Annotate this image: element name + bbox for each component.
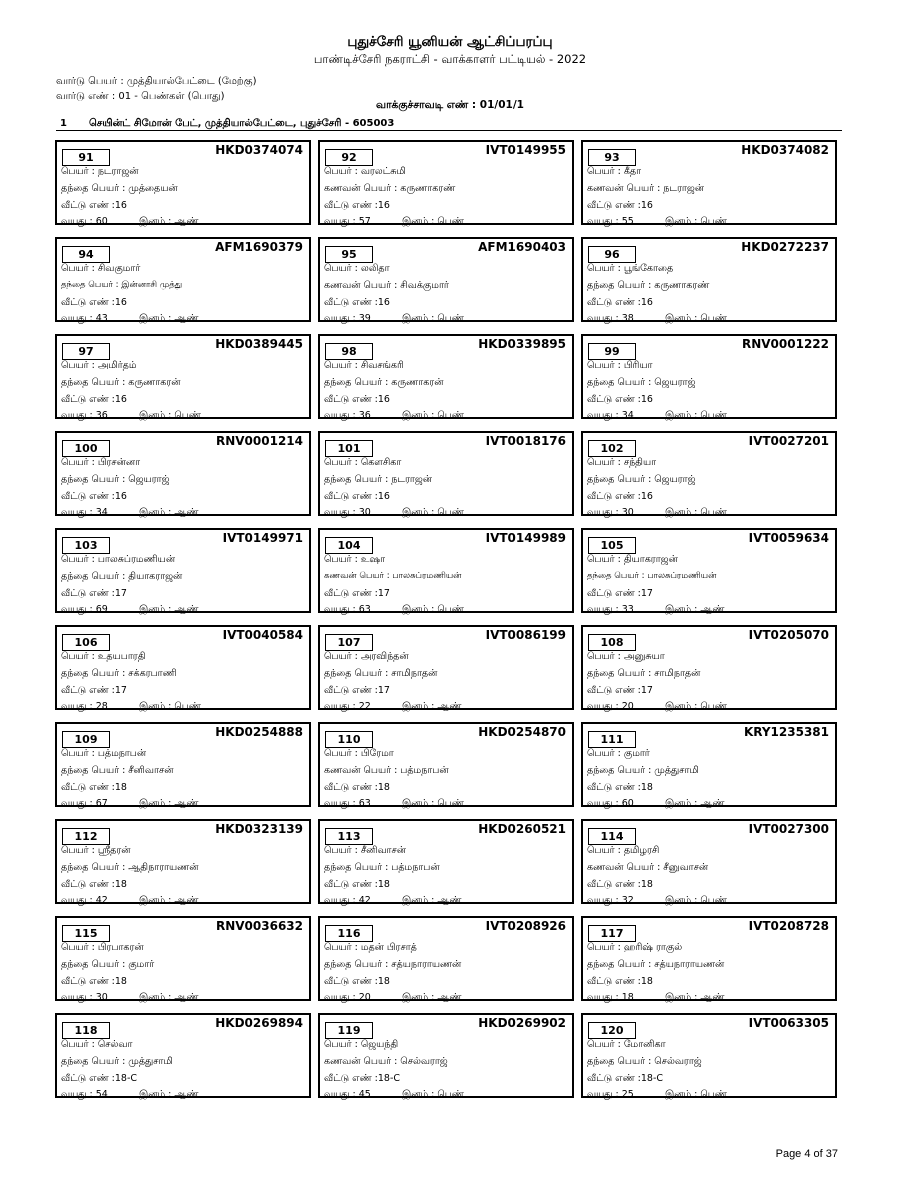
voter-card [55,140,311,225]
voter-house-number: வீட்டு எண் :16 [61,200,127,211]
voter-serial-number: 113 [325,828,373,845]
voter-epic-id: RNV0036632 [215,919,303,933]
voter-name: பெயர் : அரவிந்தன் [324,651,409,662]
voter-epic-id: IVT0086199 [485,628,566,642]
voter-house-number: வீட்டு எண் :18 [61,879,127,890]
voter-serial-number: 97 [62,343,110,360]
voter-relation-name: தந்தை பெயர் : கருணாகரண் [587,280,710,291]
voter-age: வயது : 63 [324,604,371,615]
voter-name: பெயர் : பிரியா [587,360,653,371]
voter-gender: இனம் : பெண் [665,507,727,518]
voter-house-number: வீட்டு எண் :17 [587,685,653,696]
voter-house-number: வீட்டு எண் :17 [587,588,653,599]
voter-relation-name: தந்தை பெயர் : பத்மநாபன் [324,862,440,873]
voter-serial-number: 120 [588,1022,636,1039]
voter-gender: இனம் : ஆண் [139,992,199,1003]
voter-gender: இனம் : பெண் [402,1089,464,1100]
voter-epic-id: RNV0001214 [215,434,303,448]
voter-house-number: வீட்டு எண் :16 [587,394,653,405]
section-number: 1 [60,118,67,129]
voter-card [318,431,574,516]
voter-gender: இனம் : பெண் [139,410,201,421]
voter-epic-id: AFM1690403 [478,240,566,254]
voter-house-number: வீட்டு எண் :16 [587,491,653,502]
voter-card [581,528,837,613]
voter-age: வயது : 55 [587,216,634,227]
voter-serial-number: 108 [588,634,636,651]
voter-relation-name: தந்தை பெயர் : பாலசுப்ரமணியன் [587,571,717,581]
voter-house-number: வீட்டு எண் :16 [587,200,653,211]
voter-house-number: வீட்டு எண் :16 [324,297,390,308]
voter-name: பெயர் : உதயபாரதி [61,651,146,662]
ward-number: வார்டு எண் : 01 - பெண்கள் (பொது) [56,91,225,102]
voter-card [318,819,574,904]
voter-name: பெயர் : சந்தியா [587,457,657,468]
voter-epic-id: IVT0149989 [485,531,566,545]
voter-house-number: வீட்டு எண் :18 [587,976,653,987]
voter-epic-id: HKD0323139 [215,822,303,836]
voter-serial-number: 117 [588,925,636,942]
voter-epic-id: AFM1690379 [215,240,303,254]
voter-age: வயது : 30 [61,992,108,1003]
voter-card [318,722,574,807]
voter-age: வயது : 36 [61,410,108,421]
voter-epic-id: HKD0272237 [741,240,829,254]
voter-epic-id: KRY1235381 [743,725,829,739]
voter-epic-id: IVT0063305 [748,1016,829,1030]
voter-relation-name: தந்தை பெயர் : சத்யநாராயணன் [587,959,725,970]
voter-gender: இனம் : ஆண் [139,1089,199,1100]
voter-relation-name: கணவன் பெயர் : நடராஜன் [587,183,704,194]
page-subtitle: பாண்டிச்சேரி நகராட்சி - வாக்காளர் பட்டியல் - 2022 [313,52,587,66]
voter-epic-id: HKD0260521 [478,822,566,836]
voter-age: வயது : 36 [324,410,371,421]
voter-serial-number: 118 [62,1022,110,1039]
voter-house-number: வீட்டு எண் :16 [61,297,127,308]
voter-name: பெயர் : வரலட்சுமி [324,166,406,177]
voter-epic-id: HKD0374074 [215,143,303,157]
voter-serial-number: 92 [325,149,373,166]
voter-gender: இனம் : பெண் [665,313,727,324]
ward-name: வார்டு பெயர் : முத்தியால்பேட்டை (மேற்கு) [56,76,257,87]
voter-house-number: வீட்டு எண் :17 [61,588,127,599]
voter-epic-id: IVT0149955 [485,143,566,157]
voter-card [581,431,837,516]
voter-house-number: வீட்டு எண் :18 [587,879,653,890]
voter-relation-name: தந்தை பெயர் : ஜெயராஜ் [587,377,696,388]
voter-relation-name: தந்தை பெயர் : குமார் [61,959,155,970]
voter-age: வயது : 30 [324,507,371,518]
voter-card [318,1013,574,1098]
voter-gender: இனம் : ஆண் [139,604,199,615]
voter-relation-name: கணவன் பெயர் : பத்மநாபன் [324,765,449,776]
voter-age: வயது : 34 [61,507,108,518]
voter-epic-id: IVT0027300 [748,822,829,836]
voter-gender: இனம் : ஆண் [665,604,725,615]
voter-card [318,237,574,322]
voter-name: பெயர் : உஷா [324,554,386,565]
voter-house-number: வீட்டு எண் :18-C [61,1073,138,1084]
voter-serial-number: 119 [325,1022,373,1039]
voter-age: வயது : 34 [587,410,634,421]
voter-name: பெயர் : ஹரிஷ் ராகுல் [587,942,683,953]
section-name: செயின்ட் சிமோன் பேட், முத்தியால்பேட்டை, புதுச்சேரி - 605003 [89,118,395,129]
voter-name: பெயர் : பிரபாகரன் [61,942,144,953]
voter-age: வயது : 38 [587,313,634,324]
voter-card [55,625,311,710]
voter-name: பெயர் : தமிழரசி [587,845,660,856]
voter-relation-name: தந்தை பெயர் : ஜெயராஜ் [61,474,170,485]
voter-relation-name: தந்தை பெயர் : முத்துசாமி [587,765,699,776]
voter-card [55,431,311,516]
voter-gender: இனம் : பெண் [402,216,464,227]
voter-epic-id: RNV0001222 [741,337,829,351]
voter-epic-id: IVT0059634 [748,531,829,545]
voter-relation-name: தந்தை பெயர் : சீனிவாசன் [61,765,174,776]
voter-house-number: வீட்டு எண் :18-C [587,1073,664,1084]
voter-card [318,625,574,710]
voter-name: பெயர் : கீதா [587,166,642,177]
voter-serial-number: 102 [588,440,636,457]
booth-number: வாக்குச்சாவடி எண் : 01/01/1 [376,99,524,111]
voter-age: வயது : 60 [61,216,108,227]
voter-gender: இனம் : ஆண் [665,798,725,809]
voter-card [318,140,574,225]
voter-age: வயது : 20 [324,992,371,1003]
voter-gender: இனம் : ஆண் [402,895,462,906]
voter-card [581,237,837,322]
voter-serial-number: 107 [325,634,373,651]
voter-age: வயது : 67 [61,798,108,809]
voter-house-number: வீட்டு எண் :18 [61,976,127,987]
voter-relation-name: கணவன் பெயர் : சீனுவாசன் [587,862,709,873]
voter-gender: இனம் : ஆண் [402,992,462,1003]
page-number: Page 4 of 37 [775,1148,838,1160]
voter-age: வயது : 28 [61,701,108,712]
voter-relation-name: தந்தை பெயர் : சக்கரபாணி [61,668,177,679]
voter-gender: இனம் : ஆண் [139,313,199,324]
voter-card [55,1013,311,1098]
voter-age: வயது : 69 [61,604,108,615]
voter-gender: இனம் : ஆண் [402,701,462,712]
voter-serial-number: 99 [588,343,636,360]
voter-relation-name: கணவன் பெயர் : பாலசுப்ரமணியன் [324,571,462,581]
voter-name: பெயர் : செல்வா [61,1039,133,1050]
voter-gender: இனம் : ஆண் [139,216,199,227]
voter-name: பெயர் : ஜெயந்தி [324,1039,399,1050]
voter-age: வயது : 20 [587,701,634,712]
voter-card [318,528,574,613]
voter-name: பெயர் : அனுசுயா [587,651,665,662]
voter-house-number: வீட்டு எண் :18 [324,879,390,890]
voter-name: பெயர் : குமார் [587,748,650,759]
voter-serial-number: 114 [588,828,636,845]
voter-gender: இனம் : பெண் [402,798,464,809]
voter-gender: இனம் : ஆண் [665,992,725,1003]
voter-card [55,528,311,613]
voter-age: வயது : 60 [587,798,634,809]
voter-house-number: வீட்டு எண் :16 [324,491,390,502]
voter-house-number: வீட்டு எண் :17 [324,588,390,599]
voter-serial-number: 116 [325,925,373,942]
voter-house-number: வீட்டு எண் :16 [324,200,390,211]
voter-serial-number: 98 [325,343,373,360]
voter-epic-id: HKD0269894 [215,1016,303,1030]
voter-relation-name: தந்தை பெயர் : தியாகராஜன் [61,571,183,582]
voter-card [581,140,837,225]
voter-age: வயது : 57 [324,216,371,227]
voter-gender: இனம் : பெண் [665,895,727,906]
voter-serial-number: 91 [62,149,110,166]
voter-age: வயது : 43 [61,313,108,324]
voter-relation-name: தந்தை பெயர் : செல்வராஜ் [587,1056,702,1067]
voter-relation-name: கணவன் பெயர் : சிவக்குமார் [324,280,449,291]
voter-card [581,916,837,1001]
voter-gender: இனம் : ஆண் [139,798,199,809]
voter-name: பெயர் : அமிர்தம் [61,360,137,371]
voter-house-number: வீட்டு எண் :16 [324,394,390,405]
voter-relation-name: தந்தை பெயர் : கருணாகரன் [61,377,181,388]
voter-house-number: வீட்டு எண் :17 [324,685,390,696]
voter-card [581,334,837,419]
voter-card [318,334,574,419]
voter-relation-name: தந்தை பெயர் : சத்யநாராயணன் [324,959,462,970]
voter-gender: இனம் : ஆண் [139,507,199,518]
voter-epic-id: IVT0018176 [485,434,566,448]
voter-gender: இனம் : பெண் [402,313,464,324]
voter-relation-name: தந்தை பெயர் : ஜெயராஜ் [587,474,696,485]
voter-relation-name: கணவன் பெயர் : செல்வராஜ் [324,1056,448,1067]
section-divider [56,130,842,131]
voter-age: வயது : 39 [324,313,371,324]
voter-house-number: வீட்டு எண் :16 [587,297,653,308]
voter-age: வயது : 30 [587,507,634,518]
voter-card [55,722,311,807]
voter-card [581,819,837,904]
voter-serial-number: 106 [62,634,110,651]
voter-name: பெயர் : சீனிவாசன் [324,845,406,856]
voter-name: பெயர் : பத்மநாபன் [61,748,147,759]
voter-age: வயது : 45 [324,1089,371,1100]
voter-gender: இனம் : பெண் [402,507,464,518]
voter-gender: இனம் : பெண் [139,701,201,712]
voter-house-number: வீட்டு எண் :17 [61,685,127,696]
voter-gender: இனம் : ஆண் [139,895,199,906]
voter-age: வயது : 42 [61,895,108,906]
voter-age: வயது : 32 [587,895,634,906]
voter-relation-name: தந்தை பெயர் : நடராஜன் [324,474,432,485]
voter-serial-number: 109 [62,731,110,748]
voter-gender: இனம் : பெண் [665,216,727,227]
voter-name: பெயர் : மோனிகா [587,1039,666,1050]
voter-serial-number: 105 [588,537,636,554]
voter-relation-name: தந்தை பெயர் : இன்னாசி முத்து [61,280,183,290]
voter-card [55,237,311,322]
voter-serial-number: 104 [325,537,373,554]
voter-serial-number: 115 [62,925,110,942]
voter-serial-number: 112 [62,828,110,845]
voter-relation-name: தந்தை பெயர் : சாமிநாதன் [587,668,701,679]
voter-epic-id: IVT0205070 [748,628,829,642]
voter-serial-number: 96 [588,246,636,263]
voter-house-number: வீட்டு எண் :18 [61,782,127,793]
voter-name: பெயர் : மதன் பிரசாத் [324,942,417,953]
voter-name: பெயர் : பூங்கோதை [587,263,674,274]
voter-age: வயது : 54 [61,1089,108,1100]
voter-house-number: வீட்டு எண் :18 [587,782,653,793]
voter-serial-number: 100 [62,440,110,457]
page-title: புதுச்சேரி யூனியன் ஆட்சிப்பரப்பு [347,34,553,50]
voter-card [318,916,574,1001]
voter-serial-number: 94 [62,246,110,263]
voter-serial-number: 93 [588,149,636,166]
voter-name: பெயர் : லலிதா [324,263,390,274]
voter-relation-name: கணவன் பெயர் : கருணாகரண் [324,183,456,194]
voter-age: வயது : 33 [587,604,634,615]
voter-relation-name: தந்தை பெயர் : சாமிநாதன் [324,668,438,679]
voter-relation-name: தந்தை பெயர் : முத்துசாமி [61,1056,173,1067]
voter-card [55,916,311,1001]
voter-serial-number: 95 [325,246,373,263]
voter-relation-name: தந்தை பெயர் : முத்தையன் [61,183,178,194]
voter-name: பெயர் : சிவகுமார் [61,263,141,274]
voter-epic-id: HKD0269902 [478,1016,566,1030]
voter-age: வயது : 42 [324,895,371,906]
voter-house-number: வீட்டு எண் :16 [61,394,127,405]
voter-gender: இனம் : பெண் [665,701,727,712]
voter-house-number: வீட்டு எண் :18 [324,976,390,987]
voter-epic-id: HKD0339895 [478,337,566,351]
voter-name: பெயர் : சிவசங்கரி [324,360,404,371]
voter-serial-number: 103 [62,537,110,554]
voter-house-number: வீட்டு எண் :18 [324,782,390,793]
voter-card [581,1013,837,1098]
voter-name: பெயர் : நடராஜன் [61,166,139,177]
voter-serial-number: 111 [588,731,636,748]
voter-card [581,625,837,710]
voter-gender: இனம் : பெண் [402,604,464,615]
voter-name: பெயர் : பிரசன்னா [61,457,141,468]
voter-relation-name: தந்தை பெயர் : ஆதிநாராயணன் [61,862,199,873]
voter-epic-id: IVT0027201 [748,434,829,448]
voter-card [55,819,311,904]
voter-name: பெயர் : தியாகராஜன் [587,554,678,565]
voter-gender: இனம் : பெண் [665,410,727,421]
voter-epic-id: HKD0254888 [215,725,303,739]
voter-name: பெயர் : ஸ்ரீதரன் [61,845,131,856]
voter-name: பெயர் : கௌசிகா [324,457,402,468]
voter-card [55,334,311,419]
voter-serial-number: 110 [325,731,373,748]
voter-epic-id: HKD0374082 [741,143,829,157]
voter-card [581,722,837,807]
voter-age: வயது : 22 [324,701,371,712]
voter-name: பெயர் : பாலசுப்ரமணியன் [61,554,176,565]
voter-name: பெயர் : பிரேமா [324,748,394,759]
voter-relation-name: தந்தை பெயர் : கருணாகரன் [324,377,444,388]
voter-age: வயது : 63 [324,798,371,809]
voter-epic-id: HKD0254870 [478,725,566,739]
voter-epic-id: IVT0208926 [485,919,566,933]
voter-house-number: வீட்டு எண் :16 [61,491,127,502]
voter-gender: இனம் : பெண் [402,410,464,421]
voter-house-number: வீட்டு எண் :18-C [324,1073,401,1084]
voter-epic-id: IVT0040584 [222,628,303,642]
voter-age: வயது : 18 [587,992,634,1003]
voter-age: வயது : 25 [587,1089,634,1100]
voter-epic-id: IVT0208728 [748,919,829,933]
voter-epic-id: IVT0149971 [222,531,303,545]
voter-serial-number: 101 [325,440,373,457]
voter-epic-id: HKD0389445 [215,337,303,351]
voter-gender: இனம் : பெண் [665,1089,727,1100]
